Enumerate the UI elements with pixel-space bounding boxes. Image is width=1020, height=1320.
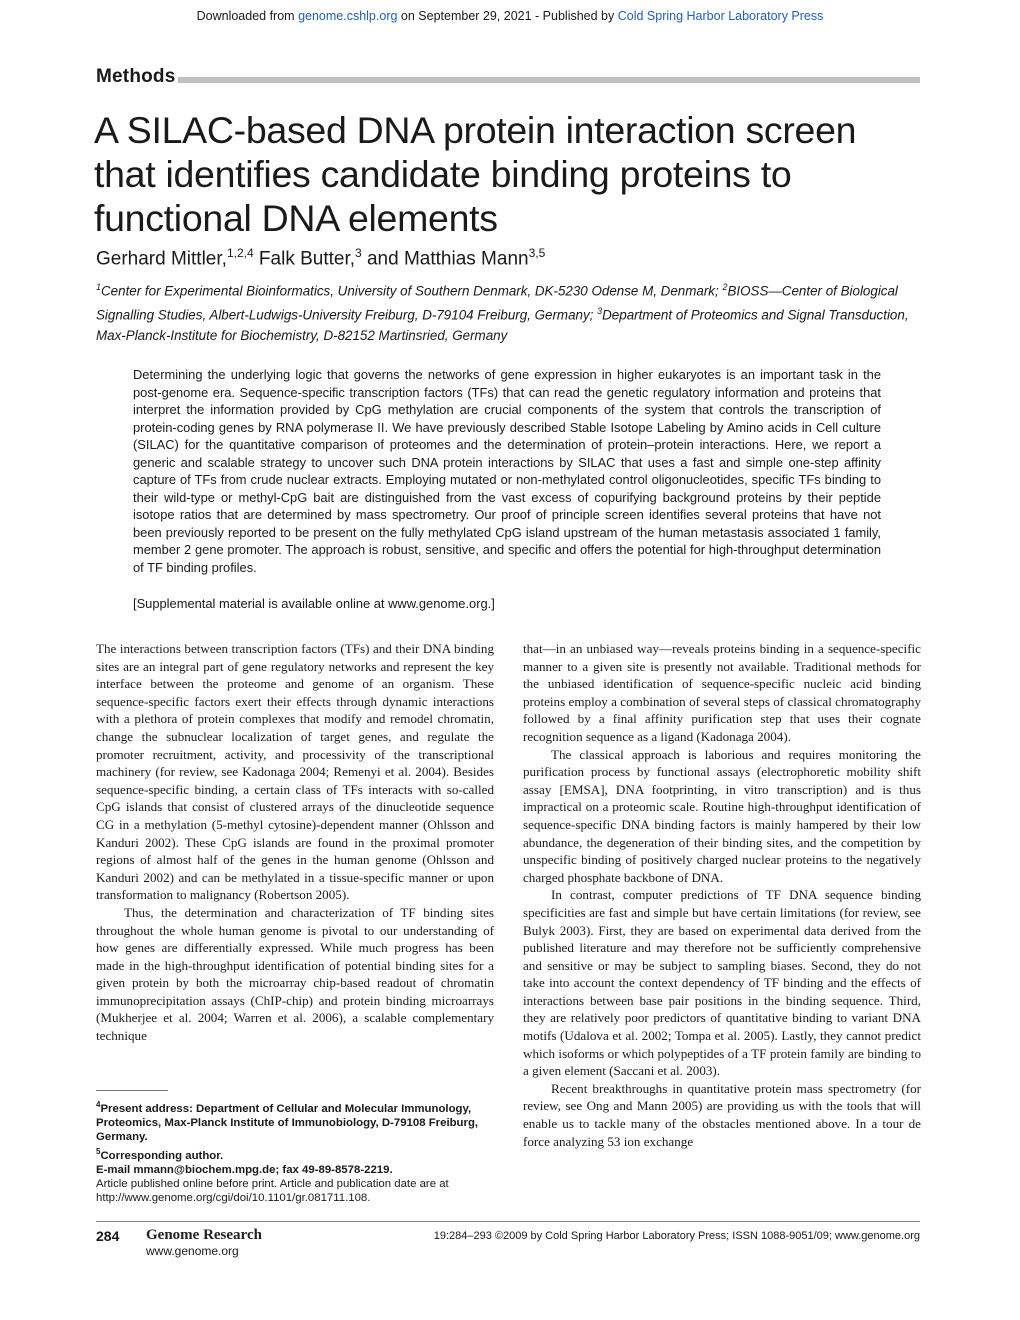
download-banner (0, 9, 1020, 23)
publisher-link[interactable]: Cold Spring Harbor Laboratory Press (617, 9, 824, 23)
body-paragraph: that—in an unbiased way—reveals proteins binding in a sequence-specific manner to a given site is presently not available. Traditional methods for the unbiased identification of sequence-specific nucleic acid binding proteins employ a combination of several steps of classical chromatography followed by a final affinity purification step that uses their cognate recognition sequence as a ligand (Kadonaga 2004). (523, 641, 921, 744)
body-paragraph: In contrast, computer predictions of TF DNA sequence binding specificities are fast and simple but have certain limitations (for review, see Bulyk 2003). First, they are based on experimental data derived from the published literature and may therefore not be sufficiently comprehensive and sensitive or may be subject to sampling biases. Second, they do not take into account the context dependency of TF binding and the effects of interactions between base pair positions in the binding sequence. Third, they are relatively poor predictors of quantitative binding to variant DNA motifs (Udalova et al. 2002; Tompa et al. 2005). Lastly, they cannot predict which isoforms or which polypeptides of a TF protein family are binding to a given element (Saccani et al. 2003). (523, 887, 921, 1079)
affil-3-marker: 3 (597, 306, 603, 317)
journal-url[interactable]: www.genome.org (146, 1244, 239, 1258)
section-label: Methods (96, 66, 176, 87)
footnote-publication: Article published online before print. Article and publication date are at http://www.genome.org/cgi/doi/10.1101/gr.081711.108. (96, 1178, 449, 1205)
download-prefix: Downloaded from (196, 9, 299, 23)
author-list (96, 246, 545, 270)
supplemental-note: [Supplemental material is available online at www.genome.org.] (133, 596, 495, 611)
body-column-left (96, 640, 494, 1045)
footnote-5-marker: 5 (96, 1146, 101, 1156)
footnote-rule (96, 1090, 168, 1091)
affil-1-marker: 1 (96, 282, 102, 292)
footnote-5-text: Corresponding author. (100, 1149, 224, 1162)
affiliations (96, 277, 920, 346)
author-mann: and Matthias Mann (361, 248, 529, 270)
body-paragraph: The interactions between transcription factors (TFs) and their DNA binding sites are an integral part of gene regulatory networks and represent the key interface between the proteome and genome of an organism. These sequence-specific factors exert their effects through dynamic interactions with a plethora of protein complexes that modify and remodel chromatin, change the subnuclear localization of target genes, and regulate the promoter recruitment, activity, and processivity of the transcriptional machinery (for review, see Kadonaga 2004; Remenyi et al. 2004). Besides sequence-specific binding, a certain class of TFs interacts with so-called CpG islands that consist of clustered arrays of the dinucleotide sequence CG in a methylation (5-methyl cytosine)-dependent manner (Ohlsson and Kanduri 2002). These CpG islands are found in the proximal promoter regions of almost half of the genes in the human genome (Ohlsson and Kanduri 2002) and can be methylated in a tissue-specific manner or upon transformation to malignancy (Robertson 2005). (96, 641, 494, 903)
author-butter: Falk Butter, (253, 248, 356, 270)
abstract-text: Determining the underlying logic that governs the networks of gene expression in higher eukaryotes is an important task in the post-genome era. Sequence-specific transcription factors (TFs) that can read the genetic regulatory information and proteins that interpret the information provided by CpG methylation are crucial components of the system that controls the transcription of protein-coding genes by RNA polymerase II. We have previously described Stable Isotope Labeling by Amino acids in Cell culture (SILAC) for the quantitative comparison of proteomes and the determination of protein–protein interactions. Here, we report a generic and scalable strategy to uncover such DNA protein interactions by SILAC that uses a fast and simple one-step affinity capture of TFs from crude nuclear extracts. Employing mutated or non-methylated control oligonucleotides, specific TFs binding to their wild-type or methyl-CpG bait are distinguished from the vast excess of copurifying background proteins by their peptide isotope ratios that are determined by mass spectrometry. Our proof of principle screen identifies several proteins that have not been previously reported to be present on the fully methylated CpG island upstream of the human metastasis associated 1 family, member 2 gene promoter. The approach is robust, sensitive, and specific and offers the potential for high-throughput determination of TF binding profiles. (133, 367, 881, 576)
abstract (133, 366, 881, 577)
author-butter-affil: 3 (355, 246, 362, 260)
affil-3: Department of Proteomics and Signal Transduction, Max-Planck-Institute for Biochemistry, D-82152 Martinsried, Germany (96, 307, 909, 343)
page-number: 284 (96, 1228, 120, 1244)
author-mittler: Gerhard Mittler, (96, 248, 227, 270)
article-title: A SILAC-based DNA protein interaction screen that identifies candidate binding proteins to functional DNA elements (94, 109, 857, 239)
affil-2: BIOSS—Center of Biological Signalling Studies, Albert-Ludwigs-University Freiburg, D-79104 Freiburg, Germany; (96, 283, 898, 323)
footer-rule (96, 1221, 920, 1222)
body-paragraph: The classical approach is laborious and requires monitoring the purification process by functional assays (electrophoretic mobility shift assay [EMSA], DNA footprinting, in vitro transcription) and is thus impractical on a proteomic scale. Routine high-throughput identification of sequence-specific DNA binding factors is mainly hampered by their low abundance, the degeneration of their binding sites, and the competition by unspecific binding of positively charged nuclear proteins to the negatively charged phosphate backbone of DNA. (523, 746, 921, 885)
footnote-4-marker: 4 (96, 1100, 101, 1109)
body-column-right (523, 640, 921, 1150)
affil-2-marker: 2 (722, 282, 728, 292)
author-mann-affil: 3,5 (528, 246, 546, 260)
footnote-4-text: Present address: Department of Cellular and Molecular Immunology, Proteomics, Max-Planck Institute of Immunobiology, D-79108 Freiburg, Germany. (96, 1102, 479, 1144)
footnote-email: E-mail mmann@biochem.mpg.de; fax 49-89-8578-2219. (96, 1163, 393, 1176)
body-paragraph: Recent breakthroughs in quantitative protein mass spectrometry (for review, see Ong and Mann 2005) are providing us with the tools that will enable us to tackle many of the obstacles mentioned above. In a tour de force analyzing 53 ion exchange (523, 1080, 921, 1149)
download-middle: on September 29, 2021 - Published by (397, 9, 618, 23)
genome-site-link[interactable]: genome.cshlp.org (298, 9, 398, 23)
footnote-corresponding (96, 1145, 496, 1163)
body-paragraph: Thus, the determination and characterization of TF binding sites throughout the whole human genome is pivotal to our understanding of how genes are differentially expressed. While much progress has been made in the high-throughput identification of potential binding sites for a given protein by both the microarray chip-based readout of chromatin immunoprecipitation assays (ChIP-chip) and protein binding microarrays (Mukherjee et al. 2004; Warren et al. 2006), a scalable complementary technique (96, 904, 494, 1044)
affil-1: Center for Experimental Bioinformatics, University of Southern Denmark, DK-5230 Odense M, Denmark; (101, 283, 723, 299)
section-rule (178, 77, 920, 83)
citation-line: 19:284–293 ©2009 by Cold Spring Harbor Laboratory Press; ISSN 1088-9051/09; www.genome.org (433, 1230, 920, 1242)
footnotes (96, 1098, 496, 1206)
footnote-present-address (96, 1098, 496, 1145)
author-mittler-affil: 1,2,4 (226, 246, 254, 260)
journal-name: Genome Research (146, 1227, 262, 1243)
